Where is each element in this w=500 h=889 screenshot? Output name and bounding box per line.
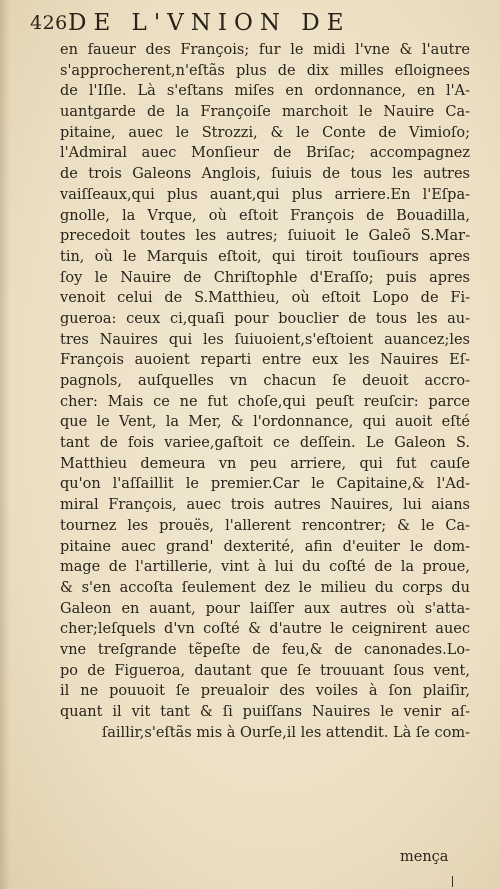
text-line: de trois Galeons Anglois, ſuiuis de tous les autres — [60, 166, 470, 183]
catchword: mença — [400, 849, 449, 865]
text-line: vne treſgrande tẽpeſte de feu,& de canonades.Lo- — [60, 641, 470, 658]
page-header — [30, 10, 470, 38]
text-line: ſaillir,s'eſtãs mis à Ourſe,il les attendit. Là ſe com- — [101, 724, 470, 741]
text-line: François auoient reparti entre eux les Nauires Eſ- — [60, 352, 470, 369]
text-line: Matthieu demeura vn peu arriere, qui fut cauſe — [60, 455, 470, 472]
page-number: 426 — [30, 12, 68, 34]
text-line: gnolle, la Vrque, où eſtoit François de Bouadilla, — [60, 207, 470, 224]
text-line: quant il vit tant & ſi puiſſans Nauires le venir aſ- — [60, 704, 470, 720]
text-line: l'Admiral auec Monſieur de Briſac; accompagnez — [60, 145, 470, 162]
text-line: cher;leſquels d'vn coſté & d'autre le ceignirent auec — [60, 621, 470, 638]
text-line: de l'Iſle. Là s'eſtans miſes en ordonnance, en l'A- — [60, 83, 470, 100]
text-line: tin, où le Marquis eſtoit, qui tiroit touſiours apres — [60, 248, 470, 265]
text-line: que le Vent, la Mer, & l'ordonnance, qui auoit eſté — [60, 414, 470, 431]
text-line: cher: Mais ce ne fut choſe,qui peuſt reuſcir: parce — [60, 393, 470, 410]
text-line: mage de l'artillerie, vint à lui du coſté de la proue, — [60, 559, 470, 576]
text-line: venoit celui de S.Matthieu, où eſtoit Lopo de Fi- — [60, 290, 470, 307]
text-line: pitaine auec grand' dexterité, afin d'euiter le dom- — [60, 538, 470, 555]
body-text — [60, 40, 470, 743]
text-line: tant de fois variee,gaſtoit ce deſſein. Le Galeon S. — [60, 435, 470, 452]
text-line: & s'en accoſta ſeulement dez le milieu du corps du — [60, 579, 470, 596]
text-line: precedoit toutes les autres; ſuiuoit le Galeõ S.Mar- — [60, 228, 470, 245]
text-line: s'approcherent,n'eſtãs plus de dix milles eſloignees — [60, 62, 470, 79]
text-line: miral François, auec trois autres Nauires, lui aians — [60, 497, 470, 514]
text-line: Galeon en auant, pour laiſſer aux autres où s'atta- — [60, 600, 470, 617]
text-line: pitaine, auec le Strozzi, & le Conte de Vimioſo; — [60, 124, 470, 141]
text-line: tournez les prouës, l'allerent rencontrer; & le Ca- — [60, 517, 470, 534]
text-line: en faueur des François; fur le midi l'vne & l'autre — [60, 42, 470, 58]
text-line: uantgarde de la Françoiſe marchoit le Nauire Ca- — [60, 104, 470, 121]
text-line: vaiſſeaux,qui plus auant,qui plus arriere.En l'Eſpa- — [60, 186, 470, 203]
text-line: gueroa: ceux ci,quaſi pour bouclier de tous les au- — [60, 310, 470, 327]
text-line: qu'on l'aſſaillit le premier.Car le Capitaine,& l'Ad- — [60, 476, 470, 493]
text-line: il ne pouuoit ſe preualoir des voiles à ſon plaiſir, — [60, 683, 470, 700]
text-line: tres Nauires qui les ſuiuoient,s'eſtoient auancez;les — [60, 331, 470, 348]
running-head: DE L'VNION DE — [68, 10, 351, 36]
margin-mark — [452, 876, 453, 887]
text-line: pagnols, auſquelles vn chacun ſe deuoit accro- — [60, 373, 470, 389]
text-line: po de Figueroa, dautant que ſe trouuant ſous vent, — [60, 662, 470, 679]
gutter-shadow — [0, 0, 10, 889]
text-line: ſoy le Nauire de Chriſtophle d'Eraſſo; puis apres — [60, 269, 470, 286]
